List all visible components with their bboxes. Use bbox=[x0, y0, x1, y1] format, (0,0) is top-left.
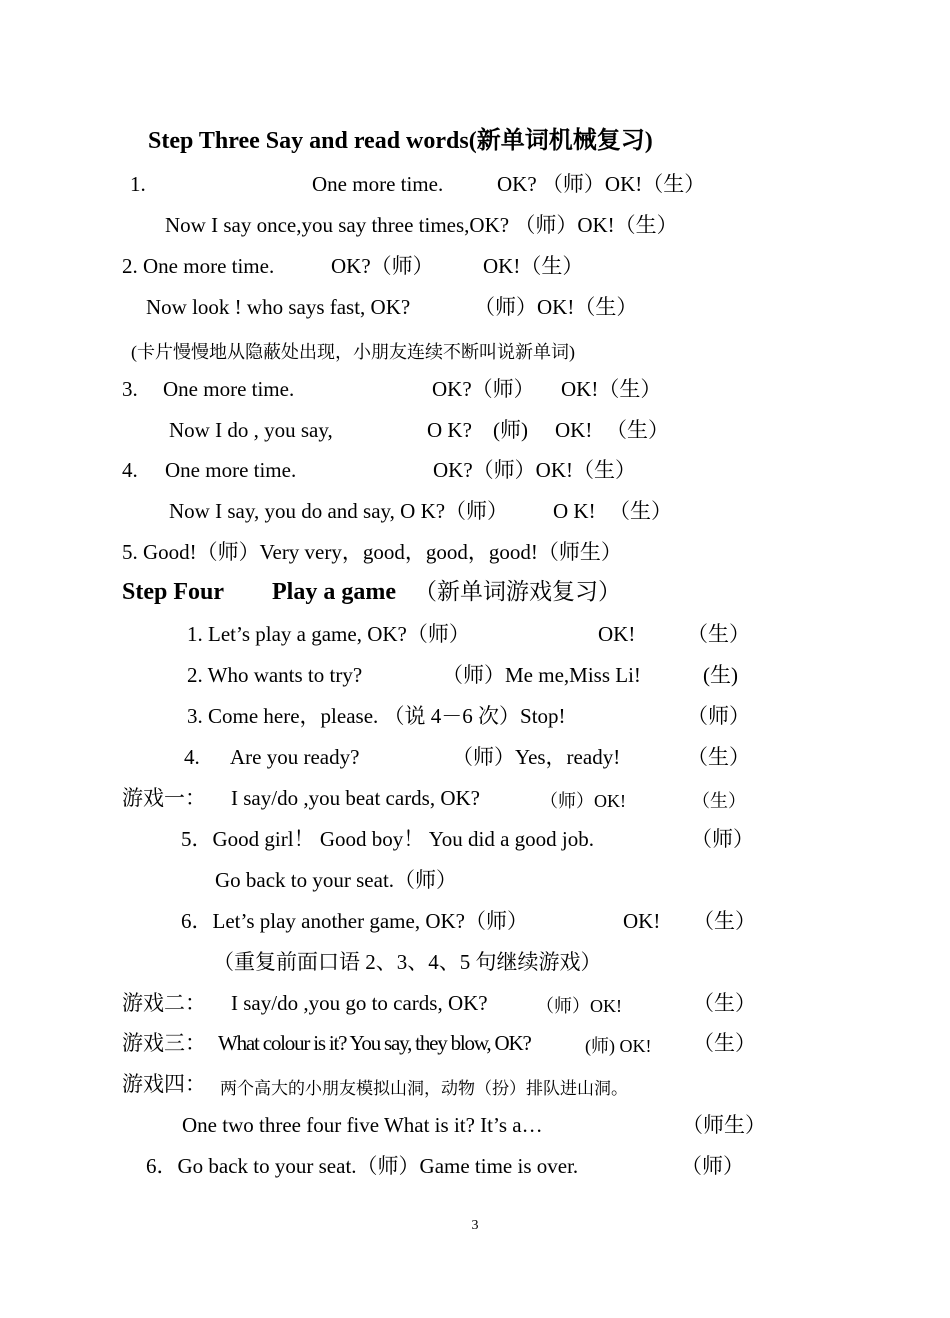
game-one-label: 游戏一： bbox=[122, 786, 206, 810]
game-line-4-response: （师）Yes，ready! bbox=[452, 745, 621, 769]
step-four-game-title: Play a game bbox=[272, 579, 396, 605]
game-line-1-student: （生） bbox=[687, 622, 750, 646]
line-7-student: （生） bbox=[606, 418, 669, 442]
game-line-6-student: （生） bbox=[693, 909, 756, 933]
game-three-teacher: (师) OK! bbox=[585, 1036, 652, 1056]
line-4-response: （师）OK!（生） bbox=[474, 295, 638, 319]
game-line-4-student: （生） bbox=[687, 745, 750, 769]
game-two-text: I say/do ,you go to cards, OK? bbox=[231, 991, 488, 1015]
game-line-5b-text: Go back to your seat.（师） bbox=[215, 868, 458, 892]
game-line-6-ok: OK! bbox=[623, 909, 661, 933]
game-three-label: 游戏三： bbox=[122, 1031, 206, 1055]
line-1-text: One more time. bbox=[312, 172, 444, 196]
game-end-teacher: （师） bbox=[681, 1154, 744, 1178]
line-7-ok2: OK! bbox=[555, 418, 593, 442]
line-8-text: One more time. bbox=[165, 458, 297, 482]
game-line-2-text: 2. Who wants to try? bbox=[187, 663, 363, 687]
line-3-student: OK!（生） bbox=[483, 254, 584, 278]
game-line-4-num: 4. bbox=[184, 745, 200, 769]
line-4-text: Now look ! who says fast, OK? bbox=[146, 295, 411, 319]
game-two-student: （生） bbox=[693, 991, 756, 1015]
game-line-5-text: 5．Good girl！ Good boy！ You did a good job. bbox=[181, 827, 595, 851]
line-9-text: Now I say, you do and say, O K?（师） bbox=[169, 499, 509, 523]
line-6-teacher: OK?（师） bbox=[432, 377, 535, 401]
line-7-teacher: (师) bbox=[493, 418, 528, 442]
game-one-student: （生） bbox=[692, 791, 746, 811]
page-number: 3 bbox=[471, 1218, 479, 1233]
game-line-3-teacher: （师） bbox=[687, 704, 750, 728]
game-chant-text: One two three four five What is it? It’s a… bbox=[182, 1113, 543, 1137]
game-end-text: 6．Go back to your seat.（师）Game time is over. bbox=[146, 1154, 579, 1178]
step-four-title: Step Four bbox=[122, 579, 224, 605]
game-three-text: What colour is it? You say, they blow, OK? bbox=[218, 1031, 531, 1055]
game-two-label: 游戏二： bbox=[122, 991, 206, 1015]
line-3-teacher: OK?（师） bbox=[331, 254, 434, 278]
line-6-text: One more time. bbox=[163, 377, 295, 401]
game-chant-response: （师生） bbox=[682, 1113, 766, 1137]
line-7-text: Now I do , you say, bbox=[169, 418, 333, 442]
line-1-num: 1. bbox=[130, 172, 146, 196]
line-3-text: 2. One more time. bbox=[122, 254, 275, 278]
game-line-1-ok: OK! bbox=[598, 622, 636, 646]
line-7-ok: O K? bbox=[427, 418, 472, 442]
game-repeat-text: （重复前面口语 2、3、4、5 句继续游戏） bbox=[213, 950, 602, 974]
line-5-text: (卡片慢慢地从隐蔽处出现，小朋友连续不断叫说新单词) bbox=[131, 342, 575, 362]
line-10-text: 5. Good!（师）Very very，good，good，good!（师生） bbox=[122, 540, 622, 564]
line-8-response: OK?（师）OK!（生） bbox=[433, 458, 636, 482]
line-9-ok: O K! bbox=[553, 499, 596, 523]
game-line-6-text: 6．Let’s play another game, OK?（师） bbox=[181, 909, 528, 933]
game-line-2-response: （师）Me me,Miss Li! bbox=[442, 663, 641, 687]
line-6-num: 3. bbox=[122, 377, 138, 401]
game-line-2-student: (生) bbox=[703, 663, 738, 687]
step-three-heading: Step Three Say and read words(新单词机械复习) bbox=[148, 128, 653, 154]
game-one-text: I say/do ,you beat cards, OK? bbox=[231, 786, 481, 810]
game-four-label: 游戏四： bbox=[122, 1072, 206, 1096]
game-line-3-text: 3. Come here，please. （说 4－6 次）Stop! bbox=[187, 704, 566, 728]
line-8-num: 4. bbox=[122, 458, 138, 482]
line-1-response: OK? （师）OK!（生） bbox=[497, 172, 706, 196]
game-two-teacher: （师）OK! bbox=[536, 996, 622, 1016]
game-line-1-text: 1. Let’s play a game, OK?（师） bbox=[187, 622, 470, 646]
line-2-text: Now I say once,you say three times,OK? （师）OK!（生） bbox=[165, 213, 678, 237]
game-line-4-text: Are you ready? bbox=[230, 745, 360, 769]
line-6-student: OK!（生） bbox=[561, 377, 662, 401]
game-four-text: 两个高大的小朋友模拟山洞，动物（扮）排队进山洞。 bbox=[220, 1079, 628, 1098]
game-one-teacher: （师）OK! bbox=[540, 791, 626, 811]
line-9-student: （生） bbox=[609, 499, 672, 523]
game-line-5-teacher: （师） bbox=[691, 827, 754, 851]
step-four-subtitle: （新单词游戏复习） bbox=[414, 579, 621, 604]
game-three-student: （生） bbox=[693, 1031, 756, 1055]
